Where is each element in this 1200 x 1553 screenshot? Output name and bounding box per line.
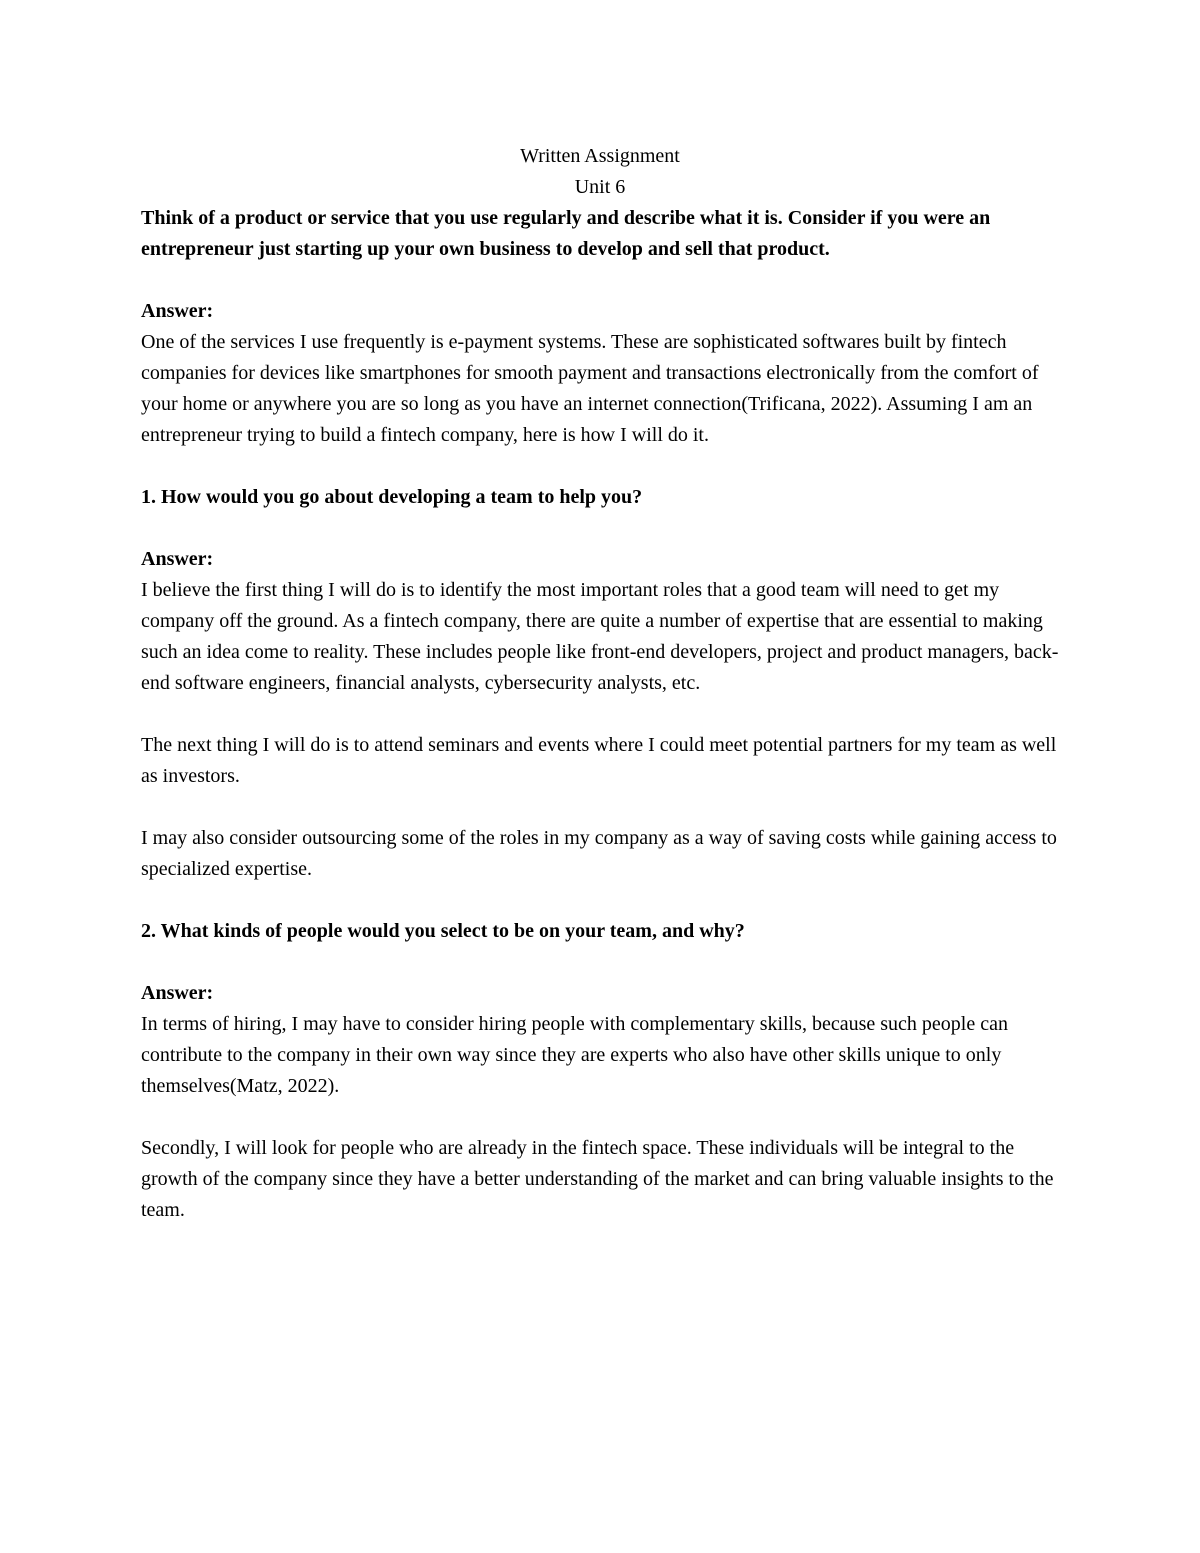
answer-label-intro: Answer: <box>141 300 214 322</box>
spacer <box>141 265 1066 296</box>
q2-answer-paragraph-2: Secondly, I will look for people who are already in the fintech space. These individuals will be integral to the growth of the company since they have a better understanding of the market and can bring valuable insights to the team. <box>141 1137 1054 1221</box>
assignment-prompt: Think of a product or service that you use regularly and describe what it is. Consider if you were an entrepreneur just starting up your own business to develop and sell that product. <box>141 207 991 260</box>
q1-answer-paragraph-3: I may also consider outsourcing some of the roles in my company as a way of saving costs while gaining access to specialized expertise. <box>141 827 1057 880</box>
intro-answer-paragraph: One of the services I use frequently is e-payment systems. These are sophisticated softwares built by fintech companies for devices like smartphones for smooth payment and transactions electronically from the comfort of your home or anywhere you are so long as you have an internet connection(Trificana, 2022). Assuming I am an entrepreneur trying to build a fintech company, here is how I will do it. <box>141 331 1039 446</box>
spacer <box>141 699 1066 730</box>
answer-label-q1: Answer: <box>141 548 214 570</box>
q1-answer-paragraph-2: The next thing I will do is to attend seminars and events where I could meet potential partners for my team as well as investors. <box>141 734 1057 787</box>
spacer <box>141 885 1066 916</box>
answer-label-q2: Answer: <box>141 982 214 1004</box>
q2-answer-paragraph-1: In terms of hiring, I may have to consider hiring people with complementary skills, because such people can contribute to the company in their own way since they are experts who also have other skills unique to only themselves(Matz, 2022). <box>141 1013 1008 1097</box>
document-body <box>141 141 1066 1226</box>
document-unit: Unit 6 <box>574 176 626 198</box>
spacer <box>141 947 1066 978</box>
spacer <box>141 1102 1066 1133</box>
question-2: 2. What kinds of people would you select to be on your team, and why? <box>141 920 745 942</box>
spacer <box>141 513 1066 544</box>
q1-answer-paragraph-1: I believe the first thing I will do is to identify the most important roles that a good team will need to get my company off the ground. As a fintech company, there are quite a number of expertise that are essential to making such an idea come to reality. These includes people like front-end developers, project and product managers, back-end software engineers, financial analysts, cybersecurity analysts, etc. <box>141 579 1059 694</box>
spacer <box>141 451 1066 482</box>
question-1: 1. How would you go about developing a team to help you? <box>141 486 643 508</box>
spacer <box>141 792 1066 823</box>
document-title: Written Assignment <box>520 145 680 167</box>
